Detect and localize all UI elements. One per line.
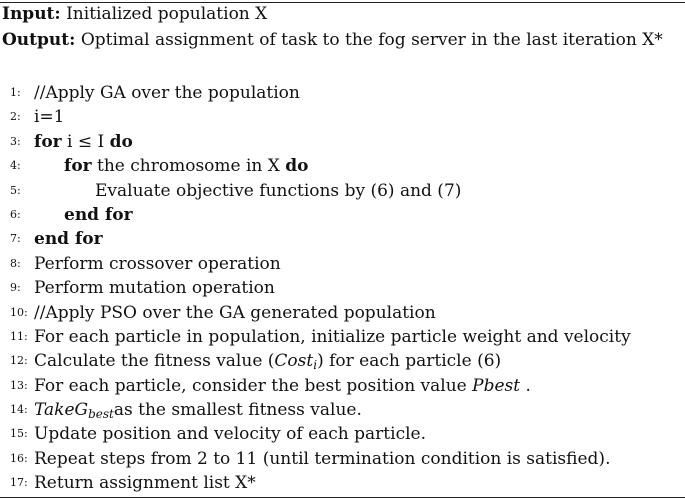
line-text: For each particle in population, initialize particle weight and velocity	[34, 326, 631, 347]
math-subscript: i	[313, 358, 318, 373]
line-number: 8:	[10, 256, 21, 270]
algorithm-line-6	[0, 203, 685, 227]
line-text: Repeat steps from 2 to 11 (until termination condition is satisfied).	[34, 448, 611, 469]
line-text: Return assignment list X*	[34, 473, 256, 494]
math-variable: TakeG	[34, 400, 89, 421]
algorithm-line-13	[0, 374, 685, 398]
algorithm-line-7	[0, 227, 685, 251]
math-subscript: best	[88, 407, 114, 422]
line-number: 4:	[10, 159, 21, 173]
algorithm-line-16	[0, 447, 685, 471]
line-text: Update position and velocity of each particle.	[34, 424, 426, 445]
line-text: Perform mutation operation	[34, 278, 275, 299]
top-rule	[0, 2, 685, 3]
algorithm-line-8	[0, 252, 685, 276]
keyword-for: for	[34, 131, 62, 152]
math-variable: Cost	[274, 351, 314, 372]
algorithm-line-4	[0, 154, 685, 178]
algorithm-line-14	[0, 398, 685, 422]
line-text: //Apply PSO over the GA generated population	[34, 302, 436, 323]
text-after-math: ) for each particle (6)	[317, 351, 502, 372]
line-number: 9:	[10, 281, 21, 295]
input-text: Initialized population X	[66, 4, 268, 24]
algorithm-line-10	[0, 301, 685, 325]
line-number: 17:	[10, 476, 28, 490]
algorithm-line-3	[0, 130, 685, 154]
algorithm-line-2	[0, 105, 685, 129]
algorithm-line-15	[0, 422, 685, 446]
output-row	[2, 30, 663, 50]
loop-condition: i ≤ I	[67, 131, 105, 152]
line-text: i=1	[34, 107, 65, 128]
algorithm-line-12	[0, 349, 685, 373]
line-number: 6:	[10, 207, 21, 221]
line-number: 15:	[10, 427, 28, 441]
line-text	[34, 398, 362, 422]
algorithm-line-5	[0, 179, 685, 203]
line-text	[34, 130, 133, 154]
line-number: 11:	[10, 329, 28, 343]
line-text	[64, 154, 309, 178]
text-after-math: .	[520, 375, 531, 396]
keyword-do: do	[285, 156, 309, 177]
keyword-end-for: end for	[64, 204, 133, 225]
line-number: 2:	[10, 110, 21, 124]
line-number: 12:	[10, 354, 28, 368]
line-number: 16:	[10, 451, 28, 465]
line-text	[34, 349, 501, 373]
math-variable: Pbest	[472, 375, 521, 396]
algorithm-line-9	[0, 276, 685, 300]
algorithm-line-1	[0, 81, 685, 105]
text-before-math: Calculate the fitness value (	[34, 351, 275, 372]
line-number: 3:	[10, 134, 21, 148]
keyword-end-for: end for	[34, 229, 103, 250]
line-number: 7:	[10, 232, 21, 246]
text-after-math: as the smallest fitness value.	[113, 400, 362, 421]
line-number: 14:	[10, 403, 28, 417]
line-text: Evaluate objective functions by (6) and (7)	[95, 180, 462, 201]
keyword-do: do	[109, 131, 133, 152]
input-label: Input:	[2, 4, 61, 24]
loop-condition: the chromosome in X	[97, 156, 280, 177]
output-label: Output:	[2, 30, 76, 50]
line-text: Perform crossover operation	[34, 253, 281, 274]
line-number: 5:	[10, 183, 21, 197]
text-before-math: For each particle, consider the best position value	[34, 375, 473, 396]
keyword-for: for	[64, 156, 92, 177]
input-row	[2, 4, 267, 24]
output-text: Optimal assignment of task to the fog server in the last iteration X*	[80, 30, 663, 50]
line-text: //Apply GA over the population	[34, 83, 300, 103]
line-text	[34, 374, 531, 398]
algorithm-lines	[0, 81, 685, 496]
algorithm-line-17	[0, 471, 685, 495]
line-number: 13:	[10, 378, 28, 392]
algorithm-line-11	[0, 325, 685, 349]
line-number: 10:	[10, 305, 28, 319]
line-number: 1:	[10, 86, 21, 99]
